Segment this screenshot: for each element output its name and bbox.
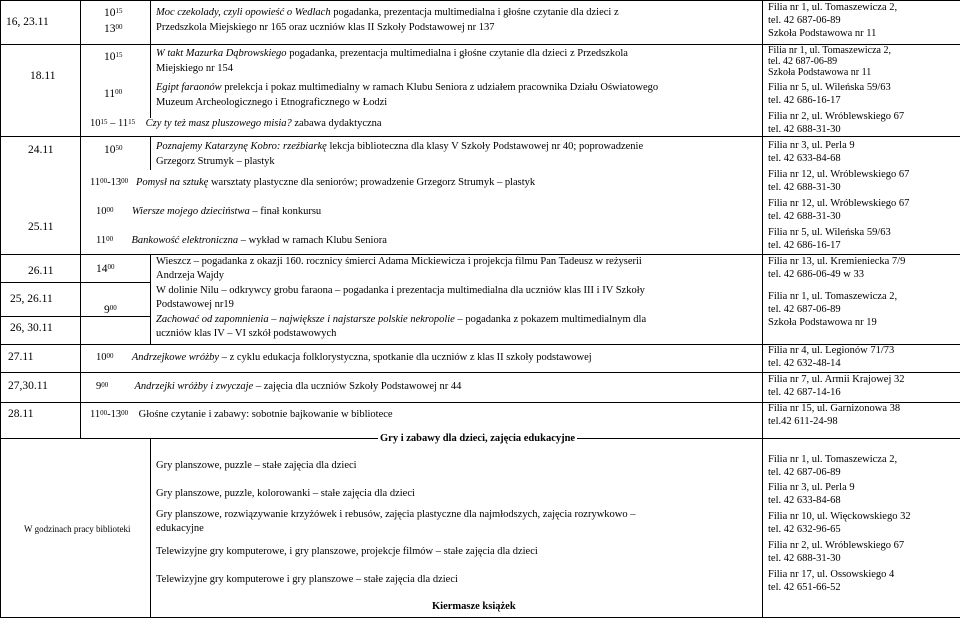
branch-cell: Filia nr 17, ul. Ossowskiego 4 tel. 42 651-66-52 bbox=[768, 569, 895, 593]
time-cell: $9^{00}$ bbox=[104, 304, 117, 316]
date-cell: 27,30.11 bbox=[8, 380, 48, 392]
branch-cell: Filia nr 10, ul. Więckowskiego 32 tel. 42 632-96-65 bbox=[768, 511, 911, 535]
event-text: Wieszcz – pogadanka z okazji 160. rocznicy śmierci Adama Mickiewicza i projekcja filmu Pan Tadeusz w reżyserii bbox=[156, 256, 642, 267]
event-text: $11^{00}$ Bankowość elektroniczna – wykład w ramach Klubu Seniora bbox=[96, 235, 387, 246]
branch-cell: Filia nr 4, ul. Legionów 71/73 tel. 42 632-48-14 bbox=[768, 345, 895, 369]
games-item: edukacyjne bbox=[156, 523, 204, 534]
event-text: Przedszkola Miejskiego nr 165 oraz uczniów klas II Szkoły Podstawowej nr 137 bbox=[156, 22, 495, 33]
branch-cell: Filia nr 3, ul. Perla 9 tel. 42 633-84-68 bbox=[768, 482, 855, 506]
branch-cell: Filia nr 1, ul. Tomaszewicza 2, tel. 42 687-06-89 Szkoła Podstawowa nr 19 bbox=[768, 291, 898, 328]
event-text: $11^{00}-13^{00}$ Głośne czytanie i zabawy: sobotnie bajkowanie w bibliotece bbox=[90, 409, 393, 420]
date-cell: 26, 30.11 bbox=[10, 322, 53, 334]
date-cell: 25.11 bbox=[28, 221, 54, 233]
games-item: Gry planszowe, puzzle – stałe zajęcia dla dzieci bbox=[156, 460, 357, 471]
time-cell: $11^{00}$ bbox=[104, 88, 123, 100]
col-divider-branch bbox=[762, 0, 763, 618]
date-cell: 27.11 bbox=[8, 351, 34, 363]
event-text: Andrzeja Wajdy bbox=[156, 270, 225, 281]
col-divider-time-2 bbox=[150, 136, 151, 170]
branch-cell: Filia nr 15, ul. Garnizonowa 38 tel.42 611-24-98 bbox=[768, 403, 901, 427]
event-text: W dolinie Nilu – odkrywcy grobu faraona – pogadanka i prezentacja multimedialna dla uczniów klas III i IV Szkoły bbox=[156, 285, 645, 296]
event-text: $9^{00}$ Andrzejki wróżby i zwyczaje – zajęcia dla uczniów Szkoły Podstawowej nr 44 bbox=[96, 381, 462, 392]
event-text: $10^{15} - 11^{15}$ Czy ty też masz pluszowego misia? zabawa dydaktyczna bbox=[90, 118, 382, 129]
date-cell: 25, 26.11 bbox=[10, 293, 53, 305]
table-left-border bbox=[0, 0, 1, 618]
time-cell: $10^{50}$ bbox=[104, 144, 123, 156]
branch-cell: Filia nr 5, ul. Wileńska 59/63 tel. 42 686-16-17 bbox=[768, 227, 891, 251]
event-text: Poznajemy Katarzynę Kobro: rzeźbiarkę lekcja biblioteczna dla klasy V Szkoły Podstawowej nr 40; poprowadzenie bbox=[156, 141, 644, 152]
event-text: Zachować od zapomnienia – największe i najstarsze polskie nekropolie – pogadanka z pokazem multimedialnym dla bbox=[156, 314, 647, 325]
branch-cell: Filia nr 3, ul. Perla 9 tel. 42 633-84-68 bbox=[768, 140, 855, 164]
date-cell: 24.11 bbox=[28, 144, 54, 156]
event-text: uczniów klas IV – VI szkół podstawowych bbox=[156, 328, 337, 339]
games-item: Telewizyjne gry komputerowe i gry planszowe – stałe zajęcia dla dzieci bbox=[156, 574, 458, 585]
branch-cell: Filia nr 7, ul. Armii Krajowej 32 tel. 42 687-14-16 bbox=[768, 374, 905, 398]
time-cell: $10^{15}$ bbox=[104, 7, 123, 19]
branch-cell: Filia nr 1, ul. Tomaszewicza 2, tel. 42 687-06-89 bbox=[768, 454, 898, 478]
event-text: Muzeum Archeologicznego i Etnograficznego w Łodzi bbox=[156, 97, 388, 108]
branch-cell: Filia nr 1, ul. Tomaszewicza 2, tel. 42 687-06-89 Szkoła Podstawowa nr 11 bbox=[768, 2, 898, 39]
branch-cell: Filia nr 2, ul. Wróblewskiego 67 tel. 42 688-31-30 bbox=[768, 540, 905, 564]
col-divider-time-3 bbox=[150, 254, 151, 344]
hours-note: W godzinach pracy biblioteki bbox=[24, 524, 131, 534]
event-text: Miejskiego nr 154 bbox=[156, 63, 233, 74]
event-text: $10^{00}$ Andrzejkowe wróżby – z cyklu edukacja folklorystyczna, spotkanie dla uczniów z klas II szkoły podstawowej bbox=[96, 352, 592, 363]
branch-cell: Filia nr 12, ul. Wróblewskiego 67 tel. 42 688-31-30 bbox=[768, 169, 910, 193]
date-cell: 28.11 bbox=[8, 408, 34, 420]
event-text: $10^{00}$ Wiersze mojego dzieciństwa – finał konkursu bbox=[96, 206, 322, 217]
date-cell: 18.11 bbox=[30, 70, 56, 82]
col-divider-time-1 bbox=[150, 0, 151, 118]
branch-cell: Filia nr 2, ul. Wróblewskiego 67 tel. 42 688-31-30 bbox=[768, 111, 905, 135]
date-cell: 16, 23.11 bbox=[6, 16, 49, 28]
games-heading: Gry i zabawy dla dzieci, zajęcia edukacyjne bbox=[380, 433, 576, 444]
games-item: Telewizyjne gry komputerowe, i gry planszowe, projekcje filmów – stałe zajęcia dla dzieci bbox=[156, 546, 538, 557]
event-text: Egipt faraonów prelekcja i pokaz multimedialny w ramach Klubu Seniora z udziałem pracownika Działu Oświatowego bbox=[156, 82, 659, 93]
book-fair-heading: Kiermasze książek bbox=[432, 601, 516, 612]
date-cell: 26.11 bbox=[28, 265, 54, 277]
row-divider bbox=[0, 282, 150, 283]
event-text: $11^{00}-13^{00}$ Pomysł na sztukę warsztaty plastyczne dla seniorów; prowadzenie Grzegorz Strumyk – plastyk bbox=[90, 177, 536, 188]
time-cell: $14^{00}$ bbox=[96, 263, 115, 275]
branch-cell: Filia nr 12, ul. Wróblewskiego 67 tel. 42 688-31-30 bbox=[768, 198, 910, 222]
event-text: Moc czekolady, czyli opowieść o Wedlach pogadanka, prezentacja multimedialna i głośne czytanie dla dzieci z bbox=[156, 7, 619, 18]
col-divider-games bbox=[150, 438, 151, 618]
time-cell: $13^{00}$ bbox=[104, 23, 123, 35]
row-divider bbox=[0, 136, 960, 137]
games-item: Gry planszowe, puzzle, kolorowanki – stałe zajęcia dla dzieci bbox=[156, 488, 415, 499]
event-text: Grzegorz Strumyk – plastyk bbox=[156, 156, 275, 167]
time-cell: $10^{15}$ bbox=[104, 51, 123, 63]
games-item: Gry planszowe, rozwiązywanie krzyżówek i rebusów, zajęcia plastyczne dla najmłodszych, zajęcia rozrywkowo – bbox=[156, 509, 636, 520]
branch-cell: Filia nr 5, ul. Wileńska 59/63 tel. 42 686-16-17 bbox=[768, 82, 891, 106]
branch-cell: Filia nr 1, ul. Tomaszewicza 2, tel. 42 687-06-89 Szkoła Podstawowa nr 11 bbox=[768, 45, 891, 78]
event-text: W takt Mazurka Dąbrowskiego pogadanka, prezentacja multimedialna i głośne czytanie dla dzieci z Przedszkola bbox=[156, 48, 628, 59]
row-divider bbox=[0, 316, 150, 317]
branch-cell: Filia nr 13, ul. Kremieniecka 7/9 tel. 42 686-06-49 w 33 bbox=[768, 256, 906, 280]
event-text: Podstawowej nr19 bbox=[156, 299, 234, 310]
